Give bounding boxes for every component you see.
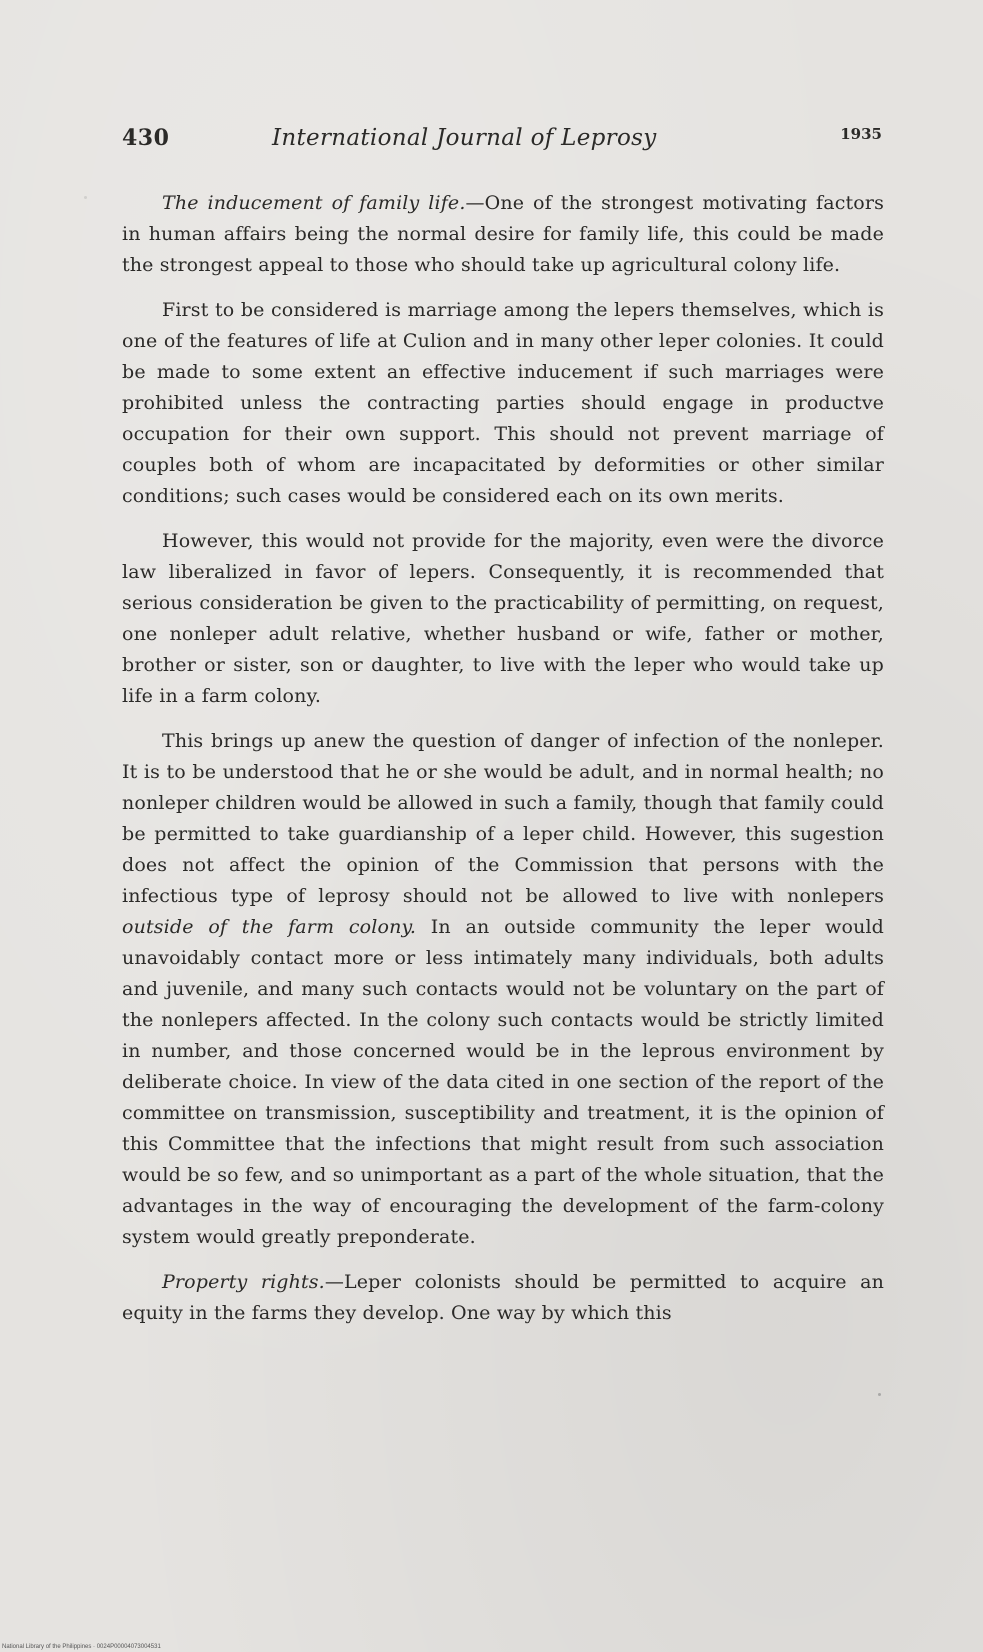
section-lead-property-rights: Property rights.	[162, 1271, 325, 1293]
scan-credit: National Library of the Philippines · 0024P00004073004531	[2, 1644, 161, 1650]
scan-speck	[878, 1393, 881, 1396]
journal-title: International Journal of Leprosy	[272, 125, 657, 151]
paragraph-text: This brings up anew the question of danger of infection of the nonleper. It is to be understood that he or she would be adult, and in normal health; no nonleper children would be allowed in such a family, though that family could be permitted to take guardianship of a leper child. However, this sugestion does not affect the opinion of the Commission that persons with the infectious type of leprosy should not be allowed to live with nonlepers	[122, 730, 884, 907]
paragraph-marriage	[122, 295, 884, 512]
page-number: 430	[122, 125, 170, 151]
paragraph-family-life	[122, 188, 884, 281]
paragraph-text: —One of the strongest motivating factors in human affairs being the normal desire for family life, this could be made the strongest appeal to those who should take up agricultural colony life.	[122, 192, 884, 276]
paragraph-nonleper-relative	[122, 526, 884, 712]
paragraph-text: First to be considered is marriage among the lepers themselves, which is one of the features of life at Culion and in many other leper colonies. It could be made to some extent an effective inducement if such marriages were prohibited unless the contracting parties should engage in productve occupation for their own support. This should not prevent marriage of couples both of whom are incapacitated by deformities or other similar conditions; such cases would be considered each on its own merits.	[122, 299, 884, 507]
running-head	[122, 125, 882, 155]
emphasis-farm-colony: outside of the farm colony.	[122, 916, 417, 938]
publication-year: 1935	[840, 125, 882, 143]
paragraph-property-rights	[122, 1267, 884, 1329]
section-lead-family-life: The inducement of family life.	[162, 192, 466, 214]
paragraph-text: In an outside community the leper would unavoidably contact more or less intimately many individuals, both adults and juvenile, and many such contacts would not be voluntary on the part of the nonlepers affected. In the colony such contacts would be strictly limited in number, and those concerned would be in the leprous environment by deliberate choice. In view of the data cited in one section of the report of the committee on transmission, susceptibility and treatment, it is the opinion of this Committee that the infections that might result from such association would be so few, and so unimportant as a part of the whole situation, that the advantages in the way of encouraging the development of the farm-colony system would greatly preponderate.	[122, 916, 884, 1248]
paragraph-text: However, this would not provide for the majority, even were the divorce law liberalized in favor of lepers. Consequently, it is recommended that serious consideration be given to the practicability of permitting, on request, one nonleper adult relative, whether husband or wife, father or mother, brother or sister, son or daughter, to live with the leper who would take up life in a farm colony.	[122, 530, 884, 707]
body-text	[122, 188, 884, 1343]
scan-speck	[84, 196, 87, 199]
paragraph-infection-danger	[122, 726, 884, 1253]
paragraph-text: —Leper colonists should be permitted to acquire an equity in the farms they develop. One way by which this	[122, 1271, 884, 1324]
